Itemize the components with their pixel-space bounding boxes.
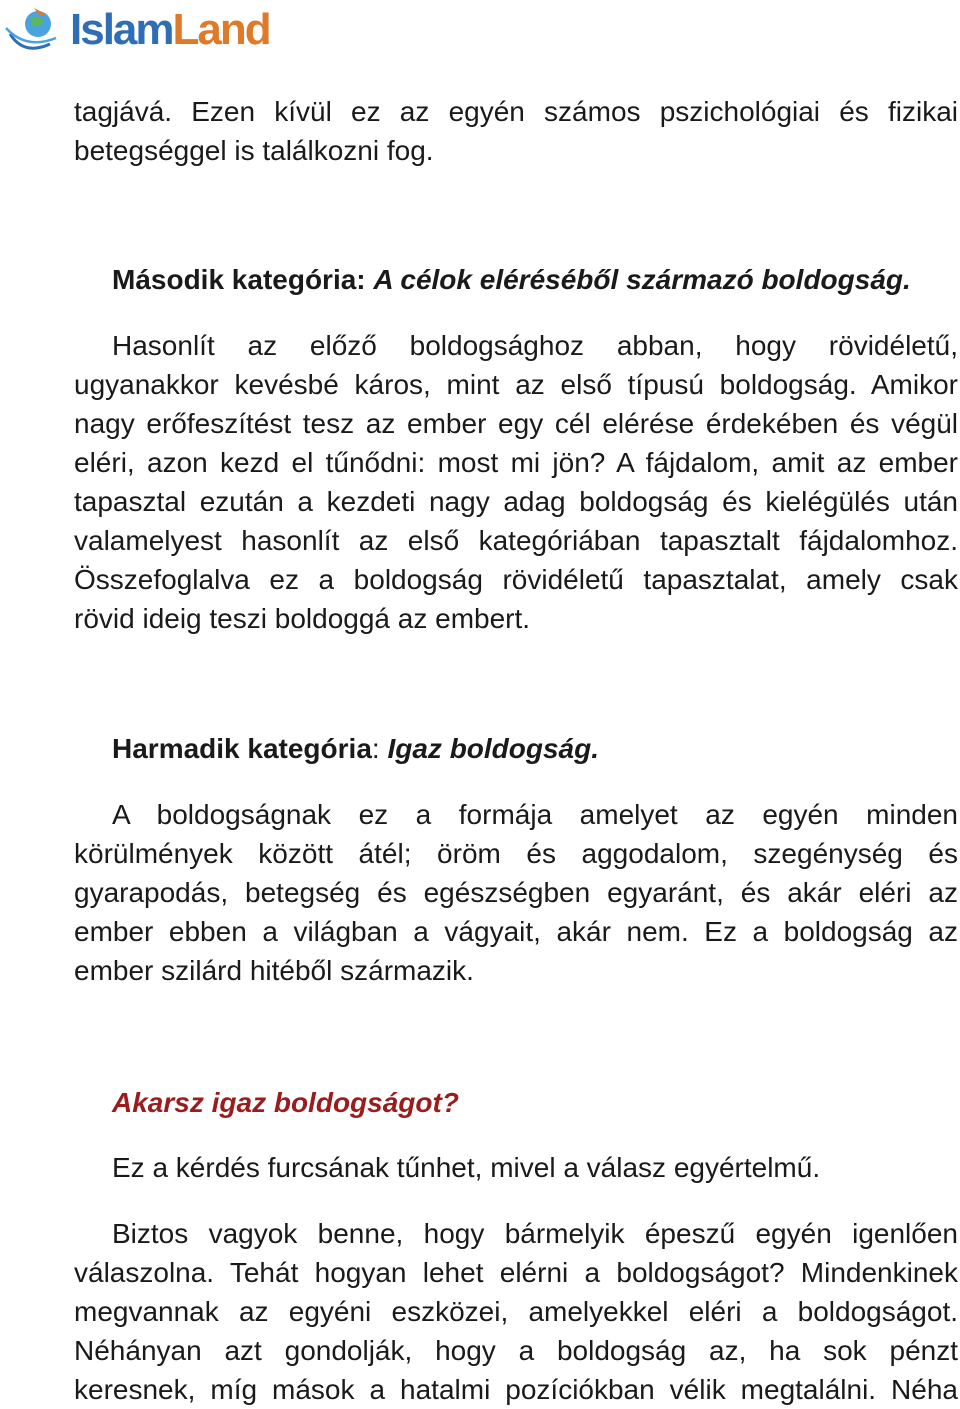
paragraph-line: ember ebben a világban a vágyait, akár nem. Ez a boldogság az	[74, 916, 958, 947]
paragraph-line: Hasonlít az előző boldogsághoz abban, hogy rövidéletű,	[112, 330, 958, 361]
islamland-logo[interactable]	[4, 4, 274, 56]
paragraph-line: megvannak az egyéni eszközei, amelyekkel eléri a boldogságot.	[74, 1296, 958, 1327]
paragraph-line: A boldogságnak ez a formája amelyet az egyén minden	[112, 799, 958, 830]
paragraph-line: ember szilárd hitéből származik.	[74, 955, 474, 986]
paragraph-line: tapasztal ezután a kezdeti nagy adag boldogság és kielégülés után	[74, 486, 958, 517]
globe-logo-icon	[4, 4, 66, 56]
logo-wordmark: IslamLand	[70, 5, 270, 54]
paragraph-line: Ez a kérdés furcsának tűnhet, mivel a válasz egyértelmű.	[112, 1152, 821, 1183]
section-heading-3: Harmadik kategória: Igaz boldogság.	[112, 733, 600, 764]
document-body	[74, 92, 958, 1409]
paragraph-line: valamelyest hasonlít az első kategóriában tapasztalt fájdalomhoz.	[74, 525, 958, 556]
paragraph-line: gyarapodás, betegség és egészségben egyaránt, és akár eléri az	[74, 877, 958, 908]
paragraph-line: Összefoglalva ez a boldogság rövidéletű tapasztalat, amely csak	[74, 564, 958, 595]
paragraph-line: keresnek, míg mások a hatalmi pozíciókban vélik megtalálni. Néha	[74, 1374, 958, 1405]
paragraph-line: betegséggel is találkozni fog.	[74, 135, 434, 166]
paragraph-line: körülmények között átél; öröm és aggodalom, szegénység és	[74, 838, 958, 869]
paragraph-line: rövid ideig teszi boldoggá az embert.	[74, 603, 531, 634]
paragraph-line: válaszolna. Tehát hogyan lehet elérni a boldogságot? Mindenkinek	[74, 1257, 958, 1288]
paragraph-line: Néhányan azt gondolják, hogy a boldogság az, ha sok pénzt	[74, 1335, 958, 1366]
paragraph-line: nagy erőfeszítést tesz az ember egy cél elérése érdekében és végül	[74, 408, 958, 439]
paragraph-line: ugyanakkor kevésbé káros, mint az első típusú boldogság. Amikor	[74, 369, 958, 400]
paragraph-line: Biztos vagyok benne, hogy bármelyik épeszű egyén igenlően	[112, 1218, 958, 1249]
paragraph-line: eléri, azon kezd el tűnődni: most mi jön? A fájdalom, amit az ember	[74, 447, 958, 478]
question-heading: Akarsz igaz boldogságot?	[112, 1087, 459, 1118]
section-heading-2: Második kategória: A célok eléréséből származó boldogság.	[112, 264, 911, 295]
paragraph-line: tagjává. Ezen kívül ez az egyén számos pszichológiai és fizikai	[74, 96, 958, 127]
